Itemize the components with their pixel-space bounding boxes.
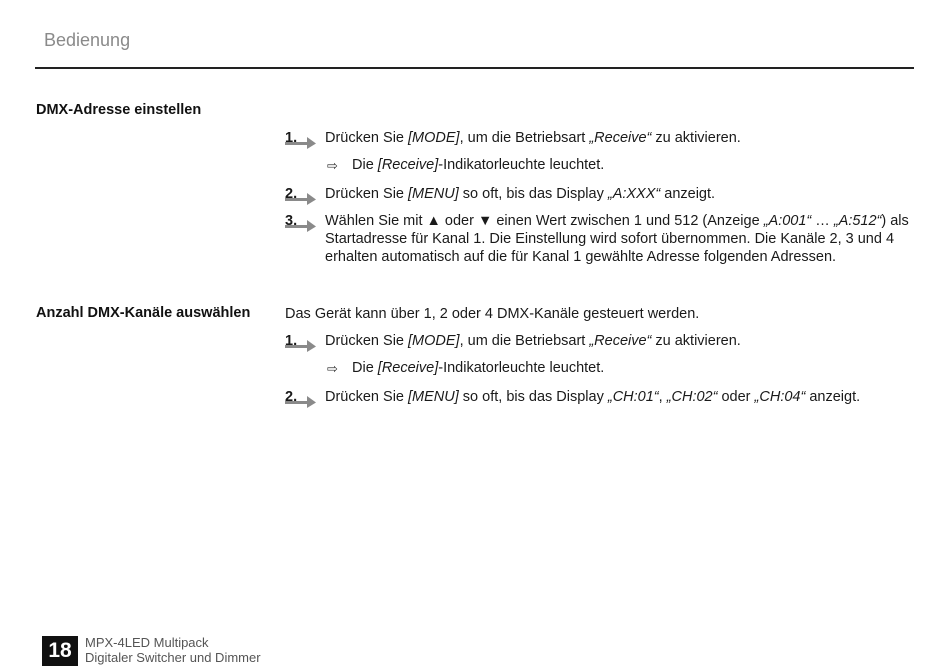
section-intro: Das Gerät kann über 1, 2 oder 4 DMX-Kanäle gesteuert werden. <box>285 306 700 322</box>
step-number: 3. <box>285 212 317 230</box>
step-text: Drücken Sie [MENU] so oft, bis das Display „A:XXX“ anzeigt. <box>325 186 716 202</box>
step-item <box>285 185 915 203</box>
step-number: 1. <box>285 129 317 147</box>
step-text: Wählen Sie mit ▲ oder ▼ einen Wert zwischen 1 und 512 (Anzeige „A:001“ … „A:512“) als Startadresse für Kanal 1. Die Einstellung wird sofort übernommen. Die Kanäle 2, 3 und 4 erhalten automatisch auf die für Kanal 1 gewählte Adresse folgenden Adressen. <box>325 213 909 265</box>
result-text: Die [Receive]-Indikatorleuchte leuchtet. <box>352 157 605 173</box>
header-divider <box>35 67 914 69</box>
result-arrow-icon: ⇨ <box>327 158 338 173</box>
section-heading-dmx-address: DMX-Adresse einstellen <box>36 102 202 118</box>
result-item <box>285 359 915 377</box>
step-text: Drücken Sie [MODE], um die Betriebsart „Receive“ zu aktivieren. <box>325 333 741 349</box>
step-number: 1. <box>285 332 317 350</box>
page-number-badge: 18 <box>42 636 78 666</box>
step-item <box>285 388 915 406</box>
footer-product-subtitle: Digitaler Switcher und Dimmer <box>85 650 261 665</box>
section-content-dmx-address <box>285 129 915 275</box>
step-item <box>285 332 915 350</box>
result-text: Die [Receive]-Indikatorleuchte leuchtet. <box>352 360 605 376</box>
page-header-title: Bedienung <box>44 30 131 50</box>
step-number: 2. <box>285 388 317 406</box>
result-item <box>285 156 915 174</box>
step-text: Drücken Sie [MENU] so oft, bis das Display „CH:01“, „CH:02“ oder „CH:04“ anzeigt. <box>325 389 861 405</box>
footer-product-name: MPX-4LED Multipack <box>85 635 209 650</box>
result-arrow-icon: ⇨ <box>327 361 338 376</box>
step-text: Drücken Sie [MODE], um die Betriebsart „Receive“ zu aktivieren. <box>325 130 741 146</box>
step-item <box>285 129 915 147</box>
step-item <box>285 212 915 266</box>
section-content-dmx-channels <box>285 305 915 415</box>
step-number: 2. <box>285 185 317 203</box>
section-heading-dmx-channels: Anzahl DMX-Kanäle auswählen <box>36 305 251 321</box>
